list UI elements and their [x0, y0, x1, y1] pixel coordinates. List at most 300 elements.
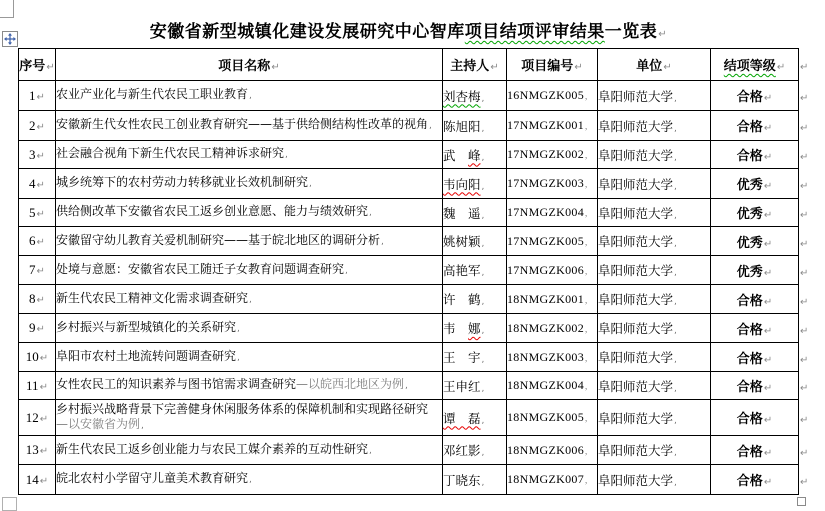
- project-name-cell[interactable]: [56, 169, 443, 199]
- text-segment: 城乡统筹下的农村劳动力转移就业长效机制研究: [56, 175, 309, 189]
- pilcrow-mark: ↵: [36, 237, 45, 248]
- cell-end-mark: ,: [585, 208, 588, 218]
- project-code-cell[interactable]: [507, 343, 598, 372]
- row-number: 7: [29, 262, 36, 277]
- row-number-cell[interactable]: [19, 199, 56, 227]
- table-row: [19, 81, 825, 111]
- table-row: [19, 400, 825, 436]
- pilcrow-mark: ↵: [763, 181, 773, 192]
- project-code-cell[interactable]: [507, 314, 598, 343]
- cell-end-mark: ,: [585, 121, 588, 131]
- pilcrow-mark: ↵: [574, 62, 583, 73]
- pilcrow-mark: ↵: [800, 93, 809, 104]
- row-number: 14: [25, 471, 39, 487]
- row-number-cell[interactable]: [19, 227, 56, 256]
- row-number: 6: [29, 233, 36, 248]
- leader-cell[interactable]: [443, 372, 507, 400]
- project-code-cell[interactable]: [507, 227, 598, 256]
- unit-name: 阜阳师范大学: [598, 147, 674, 163]
- project-code: 18NMGZK007: [507, 472, 584, 486]
- cell-end-mark: ,: [481, 210, 485, 221]
- row-number: 2: [29, 117, 36, 133]
- text-segment: 项目结项评审结果: [464, 22, 605, 42]
- text-segment: 处境与意愿：安徽省农民工随迁子女教育问题调查研究: [56, 261, 345, 276]
- title-text: [150, 22, 658, 42]
- table-row: [19, 465, 825, 495]
- end-of-row-mark: [799, 343, 825, 372]
- pilcrow-mark: ↵: [800, 354, 809, 366]
- text-segment: 姚树颖: [443, 234, 481, 249]
- cell-end-mark: ,: [481, 326, 485, 336]
- project-code: 17NMGZK002: [507, 147, 584, 161]
- table-row: [19, 227, 825, 256]
- grade-value: 合格: [736, 474, 763, 489]
- end-of-row-mark: [799, 436, 825, 465]
- document-title[interactable]: [19, 20, 798, 47]
- project-code: 18NMGZK003: [507, 349, 584, 364]
- leader-cell[interactable]: [443, 436, 507, 465]
- leader-cell[interactable]: [443, 400, 507, 436]
- cell-end-mark: ,: [481, 448, 485, 458]
- end-of-row-mark: [799, 81, 825, 111]
- end-of-row-mark: [799, 111, 825, 141]
- row-number-cell[interactable]: [19, 81, 56, 111]
- unit-cell[interactable]: [598, 141, 711, 169]
- pilcrow-mark: ↵: [763, 477, 773, 488]
- text-segment: 邓红影: [443, 443, 481, 458]
- leader-cell[interactable]: [443, 314, 507, 343]
- pilcrow-mark: ↵: [663, 62, 672, 73]
- leader-cell[interactable]: [443, 343, 507, 372]
- pilcrow-mark: ↵: [46, 62, 55, 73]
- text-segment: 安徽留守幼儿教育关爱机制研究——基于皖北地区的调研分析: [56, 232, 381, 247]
- table-resize-handle[interactable]: [797, 497, 806, 506]
- leader-cell[interactable]: [443, 227, 507, 256]
- row-number-cell[interactable]: [19, 141, 56, 169]
- grade-cell[interactable]: [711, 141, 799, 169]
- header-cell-unit[interactable]: [598, 49, 711, 81]
- cell-end-mark: ,: [585, 475, 588, 485]
- project-code-cell[interactable]: [507, 285, 598, 314]
- end-of-row-mark: [799, 372, 825, 400]
- leader-cell[interactable]: [443, 199, 507, 227]
- project-name-cell[interactable]: [56, 343, 443, 372]
- leader-cell[interactable]: [443, 141, 507, 169]
- cell-end-mark: ,: [345, 265, 348, 276]
- cell-end-mark: ,: [674, 210, 677, 221]
- table-row: [19, 372, 825, 400]
- pilcrow-mark: ↵: [39, 413, 49, 425]
- four-way-arrow-icon: [4, 33, 16, 45]
- pilcrow-mark: ↵: [800, 383, 809, 394]
- end-of-row-mark: [799, 256, 825, 285]
- row-number: 10: [25, 349, 39, 364]
- cell-end-mark: ,: [674, 181, 677, 192]
- end-of-row-mark: [799, 49, 825, 81]
- grade-cell[interactable]: [711, 400, 799, 436]
- row-number-cell[interactable]: [19, 465, 56, 495]
- text-segment: 乡村振兴战略背景下完善健身休闲服务体系的保障机制和实现路径研究: [56, 401, 429, 416]
- project-code: 17NMGZK001: [507, 118, 584, 132]
- cell-end-mark: ,: [585, 265, 588, 276]
- pilcrow-mark: ↵: [763, 238, 773, 250]
- table-row: [19, 314, 825, 343]
- row-number-cell[interactable]: [19, 436, 56, 465]
- ruler-corner-fragment: [0, 0, 14, 18]
- row-number: 5: [29, 204, 36, 220]
- unit-name: 阜阳师范大学: [598, 88, 674, 104]
- project-name-cell[interactable]: [56, 227, 443, 256]
- table-move-handle[interactable]: [2, 31, 18, 47]
- row-number: 1: [29, 87, 36, 103]
- pilcrow-mark: ↵: [800, 62, 809, 73]
- text-segment: 高艳军: [443, 263, 481, 278]
- text-segment: 魏 遥: [443, 205, 481, 221]
- text-segment: 社会融合视角下新生代农民工精神诉求研究: [56, 146, 285, 160]
- pilcrow-mark: ↵: [763, 354, 773, 366]
- pilcrow-mark: ↵: [271, 62, 280, 73]
- unit-name: 阜阳师范大学: [598, 410, 674, 426]
- grade-cell[interactable]: [711, 199, 799, 227]
- project-code: 18NMGZK001: [507, 291, 584, 306]
- project-name-cell[interactable]: [56, 141, 443, 169]
- pilcrow-mark: ↵: [658, 29, 668, 40]
- grade-value: 合格: [736, 351, 763, 367]
- pilcrow-mark: ↵: [39, 475, 49, 487]
- grade-value: 优秀: [736, 264, 763, 280]
- pilcrow-mark: ↵: [776, 62, 786, 73]
- text-segment: 王申红: [443, 378, 481, 394]
- grade-value: 合格: [736, 120, 763, 135]
- text-segment: 乡村振兴与新型城镇化的关系研究: [56, 319, 237, 334]
- text-segment: 女性农民工的知识素养与图书馆需求调查研究: [56, 377, 297, 391]
- pilcrow-mark: ↵: [763, 325, 773, 337]
- row-number-cell[interactable]: [19, 400, 56, 436]
- text-segment: 峰: [468, 147, 481, 163]
- cell-end-mark: ,: [674, 355, 677, 365]
- text-segment: 项目名称: [218, 59, 271, 74]
- project-code: 18NMGZK005: [507, 410, 584, 424]
- text-segment: 项目编号: [521, 59, 574, 74]
- cell-end-mark: ,: [674, 93, 677, 104]
- unit-cell[interactable]: [598, 285, 711, 314]
- project-code-cell[interactable]: [507, 256, 598, 285]
- cell-end-mark: ,: [481, 181, 485, 192]
- text-segment: 安徽新生代女性农民工创业教育研究——基于供给侧结构性改革的视角: [56, 117, 429, 131]
- unit-name: 阜阳师范大学: [598, 378, 674, 394]
- header-cell-leader[interactable]: [443, 49, 507, 81]
- leader-cell[interactable]: [443, 169, 507, 199]
- grade-value: 合格: [736, 149, 763, 164]
- project-name-cell[interactable]: [56, 81, 443, 111]
- unit-name: 阜阳师范大学: [598, 176, 674, 192]
- table-row: [19, 141, 825, 169]
- project-code-cell[interactable]: [507, 141, 598, 169]
- row-number: 13: [25, 442, 39, 457]
- text-segment: 丁晓东: [443, 472, 481, 488]
- pilcrow-mark: ↵: [800, 123, 809, 134]
- pilcrow-mark: ↵: [763, 152, 773, 163]
- grade-cell[interactable]: [711, 465, 799, 495]
- pilcrow-mark: ↵: [800, 152, 809, 163]
- pilcrow-mark: ↵: [36, 179, 45, 191]
- unit-cell[interactable]: [598, 465, 711, 495]
- header-cell-no[interactable]: [19, 49, 56, 81]
- cell-end-mark: ,: [481, 268, 485, 278]
- row-number: 8: [29, 291, 36, 306]
- cell-end-mark: ,: [249, 91, 252, 101]
- cell-end-mark: ,: [674, 415, 677, 426]
- cell-end-mark: ,: [481, 152, 485, 163]
- grade-cell[interactable]: [711, 436, 799, 465]
- leader-cell[interactable]: [443, 81, 507, 111]
- unit-cell[interactable]: [598, 81, 711, 111]
- text-segment: 王 宇: [443, 350, 481, 365]
- project-name-cell[interactable]: [56, 285, 443, 314]
- text-segment: 单位: [636, 59, 663, 74]
- text-segment: 韦向阳: [443, 176, 481, 192]
- leader-cell[interactable]: [443, 285, 507, 314]
- project-code-cell[interactable]: [507, 400, 598, 436]
- unit-cell[interactable]: [598, 169, 711, 199]
- cell-end-mark: ,: [285, 150, 288, 160]
- project-code: 17NMGZK004: [507, 205, 584, 219]
- cell-end-mark: ,: [674, 152, 677, 163]
- unit-name: 阜阳师范大学: [598, 350, 674, 365]
- text-segment: 新生代农民工精神文化需求调查研究: [56, 290, 249, 305]
- cell-end-mark: ,: [585, 413, 588, 423]
- unit-cell[interactable]: [598, 343, 711, 372]
- table-row: [19, 256, 825, 285]
- unit-cell[interactable]: [598, 436, 711, 465]
- project-name-cell[interactable]: [56, 111, 443, 141]
- text-segment: —以皖西北地区为例: [296, 377, 405, 391]
- table-row: [19, 285, 825, 314]
- pilcrow-mark: ↵: [800, 238, 809, 250]
- project-name-cell[interactable]: [56, 400, 443, 436]
- cell-end-mark: ,: [585, 323, 588, 334]
- cell-end-mark: ,: [674, 383, 677, 394]
- cell-end-mark: ,: [481, 297, 485, 307]
- text-segment: 安徽省新型城镇化建设发展研究中心智库: [149, 22, 465, 42]
- row-number-cell[interactable]: [19, 314, 56, 343]
- project-code-cell[interactable]: [507, 372, 598, 400]
- cell-end-mark: ,: [481, 355, 485, 365]
- pilcrow-mark: ↵: [39, 381, 48, 393]
- pilcrow-mark: ↵: [800, 415, 809, 426]
- pilcrow-mark: ↵: [36, 208, 45, 220]
- text-segment: 一览表: [604, 22, 658, 42]
- table-row: [19, 436, 825, 465]
- text-segment: —以安徽省为例: [56, 416, 141, 431]
- grade-cell[interactable]: [711, 169, 799, 199]
- pilcrow-mark: ↵: [763, 383, 773, 394]
- row-number-cell[interactable]: [19, 111, 56, 141]
- cell-end-mark: ,: [309, 179, 312, 189]
- project-code-cell[interactable]: [507, 436, 598, 465]
- grade-value: 合格: [736, 293, 763, 309]
- grade-value: 优秀: [736, 178, 763, 193]
- pilcrow-mark: ↵: [763, 415, 773, 426]
- cell-end-mark: ,: [481, 415, 485, 426]
- grade-cell[interactable]: [711, 285, 799, 314]
- text-segment: 阜阳市农村土地流转问题调查研究: [56, 348, 237, 363]
- cell-end-mark: ,: [585, 179, 588, 189]
- pilcrow-mark: ↵: [36, 324, 45, 335]
- table-row: [19, 169, 825, 199]
- results-table: [18, 48, 825, 495]
- row-number: 3: [29, 146, 36, 162]
- header-cell-project-code[interactable]: [507, 49, 598, 81]
- text-segment: 农业产业化与新生代农民工职业教育: [56, 87, 249, 101]
- text-segment: 陈旭阳: [443, 118, 481, 134]
- project-code: 16NMGZK005: [507, 88, 584, 102]
- end-of-row-mark: [799, 400, 825, 436]
- grade-cell[interactable]: [711, 314, 799, 343]
- pilcrow-mark: ↵: [490, 62, 499, 73]
- cell-end-mark: ,: [674, 326, 677, 336]
- pilcrow-mark: ↵: [36, 295, 45, 306]
- pilcrow-mark: ↵: [763, 210, 773, 221]
- unit-name: 阜阳师范大学: [598, 234, 674, 249]
- end-of-row-mark: [799, 314, 825, 343]
- cell-end-mark: ,: [249, 294, 252, 305]
- pilcrow-mark: ↵: [763, 93, 773, 104]
- text-segment: 谭 磊: [443, 410, 481, 426]
- unit-cell[interactable]: [598, 256, 711, 285]
- project-name-cell[interactable]: [56, 465, 443, 495]
- project-code-cell[interactable]: [507, 199, 598, 227]
- cell-end-mark: ,: [381, 236, 384, 247]
- header-cell-grade[interactable]: [711, 49, 799, 81]
- text-segment: 韦: [443, 321, 469, 336]
- row-number: 9: [29, 320, 36, 335]
- grade-cell[interactable]: [711, 81, 799, 111]
- grade-value: 优秀: [736, 207, 763, 222]
- leader-cell[interactable]: [443, 465, 507, 495]
- text-segment: 娜: [468, 321, 481, 336]
- text-segment: 皖北农村小学留守儿童美术教育研究: [56, 471, 249, 485]
- unit-cell[interactable]: [598, 400, 711, 436]
- row-number: 11: [26, 377, 39, 393]
- grade-value: 合格: [736, 380, 763, 395]
- leader-cell[interactable]: [443, 111, 507, 141]
- grade-cell[interactable]: [711, 343, 799, 372]
- cell-end-mark: ,: [481, 383, 485, 394]
- end-of-row-mark: [799, 465, 825, 495]
- cell-end-mark: ,: [481, 239, 485, 249]
- project-name-cell[interactable]: [56, 436, 443, 465]
- end-of-row-mark: [799, 227, 825, 256]
- project-name-cell[interactable]: [56, 199, 443, 227]
- unit-name: 阜阳师范大学: [598, 292, 674, 307]
- text-segment: 刘杏梅: [443, 88, 481, 104]
- project-code: 17NMGZK005: [507, 233, 584, 248]
- unit-cell[interactable]: [598, 372, 711, 400]
- unit-name: 阜阳师范大学: [598, 321, 674, 336]
- project-code-cell[interactable]: [507, 111, 598, 141]
- pilcrow-mark: ↵: [39, 353, 49, 364]
- pilcrow-mark: ↵: [763, 296, 773, 308]
- grade-cell[interactable]: [711, 227, 799, 256]
- text-segment: 许 鹤: [443, 292, 481, 307]
- end-of-row-mark: [799, 141, 825, 169]
- unit-cell[interactable]: [598, 111, 711, 141]
- project-name-cell[interactable]: [56, 372, 443, 400]
- grade-cell[interactable]: [711, 372, 799, 400]
- cell-end-mark: ,: [585, 352, 588, 363]
- project-code-cell[interactable]: [507, 169, 598, 199]
- table-row: [19, 111, 825, 141]
- unit-cell[interactable]: [598, 227, 711, 256]
- row-number-cell[interactable]: [19, 343, 56, 372]
- row-number-cell[interactable]: [19, 285, 56, 314]
- cell-end-mark: ,: [585, 91, 588, 101]
- pilcrow-mark: ↵: [800, 325, 809, 337]
- cell-end-mark: ,: [369, 445, 372, 456]
- text-segment: 主持人: [450, 59, 490, 74]
- project-name-cell[interactable]: [56, 314, 443, 343]
- grade-value: 合格: [736, 444, 763, 460]
- project-code-cell[interactable]: [507, 465, 598, 495]
- cell-end-mark: ,: [237, 352, 240, 363]
- pilcrow-mark: ↵: [36, 121, 45, 133]
- unit-name: 阜阳师范大学: [598, 263, 674, 278]
- row-number-cell[interactable]: [19, 372, 56, 400]
- leader-cell[interactable]: [443, 256, 507, 285]
- cell-end-mark: ,: [481, 123, 485, 134]
- cell-end-mark: ,: [237, 323, 240, 334]
- table-row: [19, 343, 825, 372]
- pilcrow-mark: ↵: [36, 91, 45, 103]
- pilcrow-mark: ↵: [763, 267, 773, 279]
- header-cell-project-name[interactable]: [56, 49, 443, 81]
- project-code: 17NMGZK006: [507, 262, 584, 277]
- end-of-row-mark: [799, 199, 825, 227]
- cell-end-mark: ,: [674, 477, 677, 488]
- row-number-cell[interactable]: [19, 169, 56, 199]
- project-name-cell[interactable]: [56, 256, 443, 285]
- project-code-cell[interactable]: [507, 81, 598, 111]
- grade-value: 合格: [736, 90, 763, 105]
- project-code: 17NMGZK003: [507, 176, 584, 190]
- table-header-row: [19, 49, 825, 81]
- cell-end-mark: ,: [674, 297, 677, 307]
- cell-end-mark: ,: [585, 445, 588, 456]
- unit-cell[interactable]: [598, 199, 711, 227]
- end-of-row-mark: [799, 285, 825, 314]
- row-number-cell[interactable]: [19, 256, 56, 285]
- cell-end-mark: ,: [674, 123, 677, 134]
- text-segment: 武: [443, 147, 469, 163]
- unit-cell[interactable]: [598, 314, 711, 343]
- project-code: 18NMGZK006: [507, 442, 584, 457]
- grade-cell[interactable]: [711, 111, 799, 141]
- cell-end-mark: ,: [674, 268, 677, 278]
- pilcrow-mark: ↵: [36, 150, 45, 162]
- text-segment: 序号: [19, 59, 46, 74]
- cell-end-mark: ,: [369, 208, 372, 218]
- pilcrow-mark: ↵: [800, 210, 809, 221]
- pilcrow-mark: ↵: [763, 447, 773, 459]
- cell-end-mark: ,: [585, 150, 588, 160]
- cell-end-mark: ,: [585, 294, 588, 305]
- unit-name: 阜阳师范大学: [598, 118, 674, 134]
- cell-end-mark: ,: [141, 420, 144, 431]
- pilcrow-mark: ↵: [763, 123, 773, 134]
- grade-cell[interactable]: [711, 256, 799, 285]
- cell-end-mark: ,: [481, 93, 485, 104]
